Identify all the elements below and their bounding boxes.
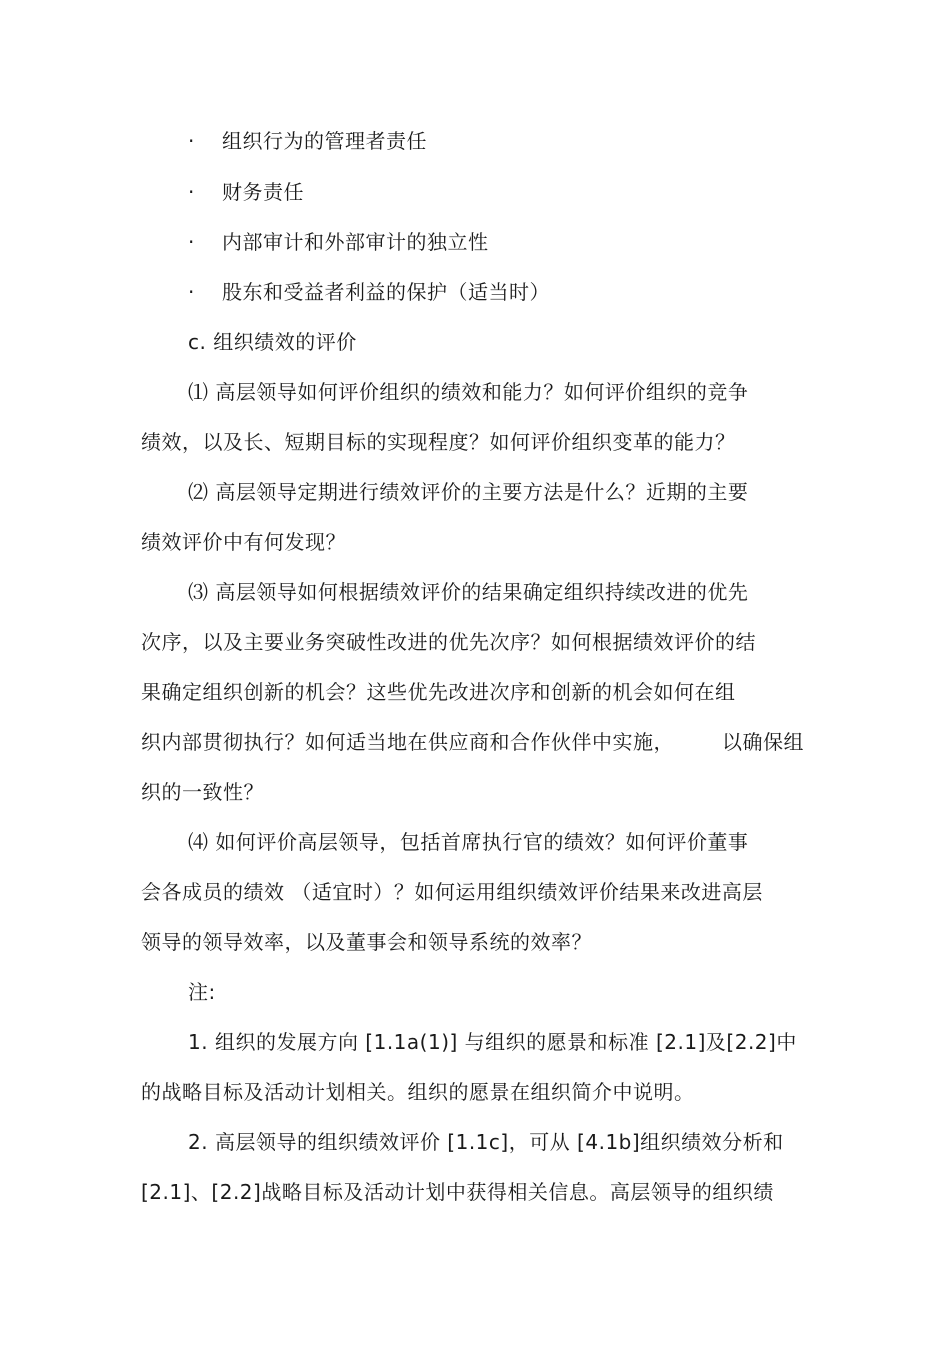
question-3-line: 果确定组织创新的机会？这些优先改进次序和创新的机会如何在组 xyxy=(141,680,736,704)
bullet-marker: · xyxy=(188,129,195,153)
note-1-line: 1. 组织的发展方向 [1.1a(1)] 与组织的愿景和标准 [2.1]及[2.2]中 xyxy=(188,1030,797,1054)
question-2-line: ⑵ 高层领导定期进行绩效评价的主要方法是什么？近期的主要 xyxy=(188,480,749,504)
bullet-marker: · xyxy=(188,180,195,204)
bullet-marker: · xyxy=(188,230,195,254)
section-heading: c. 组织绩效的评价 xyxy=(188,330,357,354)
question-2-line: 绩效评价中有何发现？ xyxy=(141,530,346,554)
note-1-line: 的战略目标及活动计划相关。组织的愿景在组织简介中说明。 xyxy=(141,1080,695,1104)
bullet-item: 财务责任 xyxy=(222,180,304,204)
question-3-line: 织内部贯彻执行？如何适当地在供应商和合作伙伴中实施， xyxy=(141,730,674,754)
bullet-item: 组织行为的管理者责任 xyxy=(222,129,427,153)
note-2-line: [2.1]、[2.2]战略目标及活动计划中获得相关信息。高层领导的组织绩 xyxy=(141,1180,774,1204)
bullet-item: 内部审计和外部审计的独立性 xyxy=(222,230,489,254)
question-3-line: 次序，以及主要业务突破性改进的优先次序？如何根据绩效评价的结 xyxy=(141,630,756,654)
note-label: 注: xyxy=(188,980,216,1004)
question-3-line: 以确保组 xyxy=(722,730,804,754)
bullet-item: 股东和受益者利益的保护（适当时） xyxy=(222,280,550,304)
bullet-marker: · xyxy=(188,280,195,304)
question-4-line: 领导的领导效率，以及董事会和领导系统的效率？ xyxy=(141,930,592,954)
note-2-line: 2. 高层领导的组织绩效评价 [1.1c]，可从 [4.1b]组织绩效分析和 xyxy=(188,1130,784,1154)
question-1-line: 绩效，以及长、短期目标的实现程度？如何评价组织变革的能力？ xyxy=(141,430,736,454)
question-3-line: 织的一致性？ xyxy=(141,780,264,804)
question-1-line: ⑴ 高层领导如何评价组织的绩效和能力？如何评价组织的竞争 xyxy=(188,380,749,404)
question-4-line: ⑷ 如何评价高层领导，包括首席执行官的绩效？如何评价董事 xyxy=(188,830,749,854)
question-4-line: 会各成员的绩效 （适宜时）？如何运用组织绩效评价结果来改进高层 xyxy=(141,880,763,904)
question-3-line: ⑶ 高层领导如何根据绩效评价的结果确定组织持续改进的优先 xyxy=(188,580,749,604)
